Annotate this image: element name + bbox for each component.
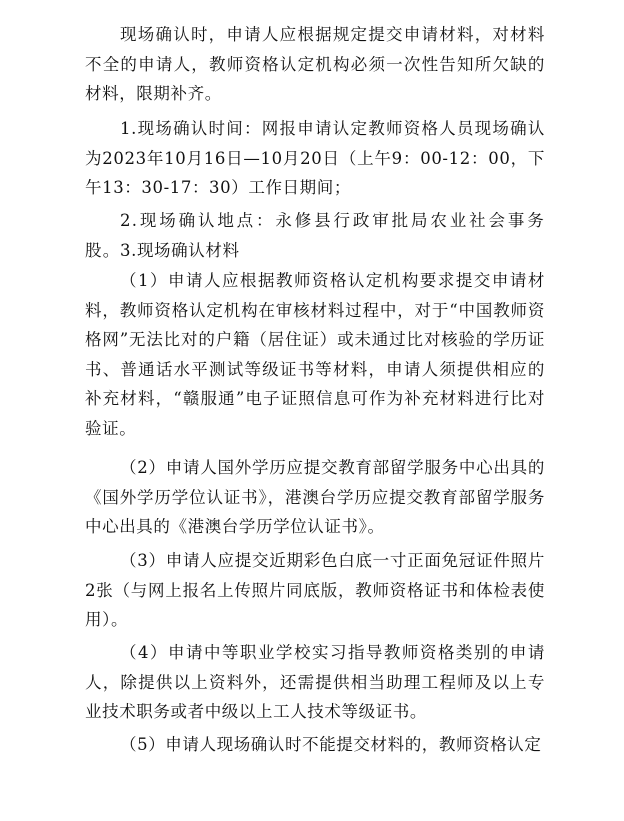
paragraph-intro: 现场确认时，申请人应根据规定提交申请材料，对材料不全的申请人，教师资格认定机构必须一次性告知所欠缺的材料，限期补齐。 (85, 25, 545, 103)
paragraph-materials-heading: 3.现场确认材料 (120, 241, 240, 260)
paragraph-confirm-location: 2.现场确认地点：永修县行政审批局农业社会事务股。 (85, 211, 545, 260)
paragraph-material-4: （4）申请中等职业学校实习指导教师资格类别的申请人，除提供以上资料外，还需提供相当助理工程师及以上专业技术职务或者中级以上工人技术等级证书。 (85, 643, 545, 721)
paragraph-material-2: （2）申请人国外学历应提交教育部留学服务中心出具的《国外学历学位认证书》，港澳台学历应提交教育部留学服务中心出具的《港澳台学历学位认证书》。 (85, 458, 545, 536)
paragraph-material-1: （1）申请人应根据教师资格认定机构要求提交申请材料，教师资格认定机构在审核材料过程中，对于“中国教师资格网”无法比对的户籍（居住证）或未通过比对核验的学历证书、普通话水平测试等级证书等材料，申请人须提供相应的补充材料，“赣服通”电子证照信息可作为补充材料进行比对验证。 (85, 271, 545, 438)
paragraph-confirm-time: 1.现场确认时间：网报申请认定教师资格人员现场确认为2023年10月16日—10月20日（上午9：00-12：00，下午13：30-17：30）工作日期间； (85, 119, 545, 197)
paragraph-material-5: （5）申请人现场确认时不能提交材料的，教师资格认定 (120, 735, 542, 754)
paragraph-material-3: （3）申请人应提交近期彩色白底一寸正面免冠证件照片2张（与网上报名上传照片同底版，教师资格证书和体检表使用）。 (85, 551, 545, 629)
